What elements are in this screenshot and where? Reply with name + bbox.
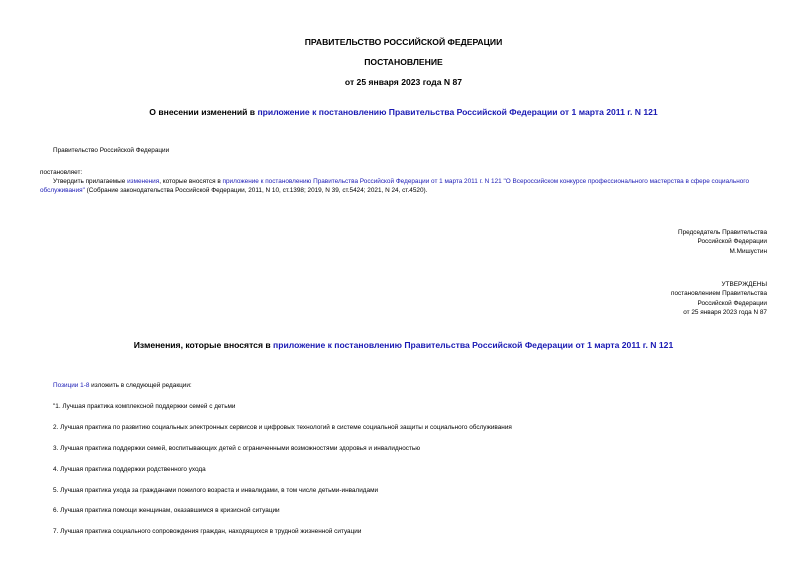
list-item: 7. Лучшая практика социального сопровождения граждан, находящихся в трудной жизненной ситуации [53, 528, 362, 535]
list-item: 6. Лучшая практика помощи женщинам, оказавшимся в кризисной ситуации [53, 507, 280, 514]
paragraph-end: (Собрание законодательства Российской Федерации, 2011, N 10, ст.1398; 2019, N 39, ст.5424; 2021, N 24, ст.4520). [84, 187, 428, 194]
changes-title [0, 340, 807, 350]
document-date-number: от 25 января 2023 года N 87 [344, 77, 463, 87]
approval-date: от 25 января 2023 года N 87 [683, 309, 767, 317]
document-title [0, 107, 807, 117]
changes-intro-rest: изложить в следующей редакции: [89, 382, 192, 389]
changes-title-link[interactable]: приложение к постановлению Правительства Российской Федерации от 1 марта 2011 г. N 121 [273, 340, 674, 350]
list-item: "1. Лучшая практика комплексной поддержки семей с детьми [53, 403, 236, 410]
approval-organization: Российской Федерации [697, 299, 767, 307]
document-title-prefix: О внесении изменений в [149, 107, 258, 117]
resolves-text: постановляет: [40, 169, 83, 176]
issuer-text: Правительство Российской Федерации [53, 147, 170, 154]
approval-heading: УТВЕРЖДЕНЫ [721, 281, 767, 288]
paragraph-mid: , которые вносятся в [159, 178, 223, 185]
signature-block [678, 228, 767, 256]
signature-organization: Российской Федерации [697, 238, 767, 246]
government-header: ПРАВИТЕЛЬСТВО РОССИЙСКОЙ ФЕДЕРАЦИИ [304, 37, 503, 47]
paragraph-start: Утвердить прилагаемые [53, 178, 128, 185]
positions-link[interactable]: Позиции 1-8 [53, 382, 90, 389]
changes-intro [53, 381, 192, 390]
document-title-link[interactable]: приложение к постановлению Правительства Российской Федерации от 1 марта 2011 г. N 121 [257, 107, 658, 117]
list-item: 4. Лучшая практика поддержки родственного ухода [53, 466, 206, 473]
appendix-link[interactable]: приложение к постановлению Правительства Российской Федерации от 1 марта 2011 г. N 121 "О Всероссийском конкурсе профессионального мастерства в сфере социального обслуживания" [40, 178, 750, 194]
changes-link[interactable]: изменения [127, 178, 160, 185]
list-item: 5. Лучшая практика ухода за гражданами пожилого возраста и инвалидами, в том числе детьми-инвалидами [53, 487, 379, 494]
approval-by: постановлением Правительства [671, 290, 767, 298]
signature-position: Председатель Правительства [678, 229, 767, 236]
document-type: ПОСТАНОВЛЕНИЕ [364, 57, 443, 67]
list-item: 2. Лучшая практика по развитию социальных электронных сервисов и цифровых технологий в системе социальной защиты и социального обслуживания [53, 424, 512, 431]
changes-title-prefix: Изменения, которые вносятся в [133, 340, 274, 350]
signature-name: М.Мишустин [729, 247, 767, 255]
resolution-paragraph [40, 177, 770, 195]
list-item: 3. Лучшая практика поддержки семей, воспитывающих детей с ограниченными возможностями здоровья и инвалидностью [53, 445, 421, 452]
approval-block [671, 280, 767, 318]
